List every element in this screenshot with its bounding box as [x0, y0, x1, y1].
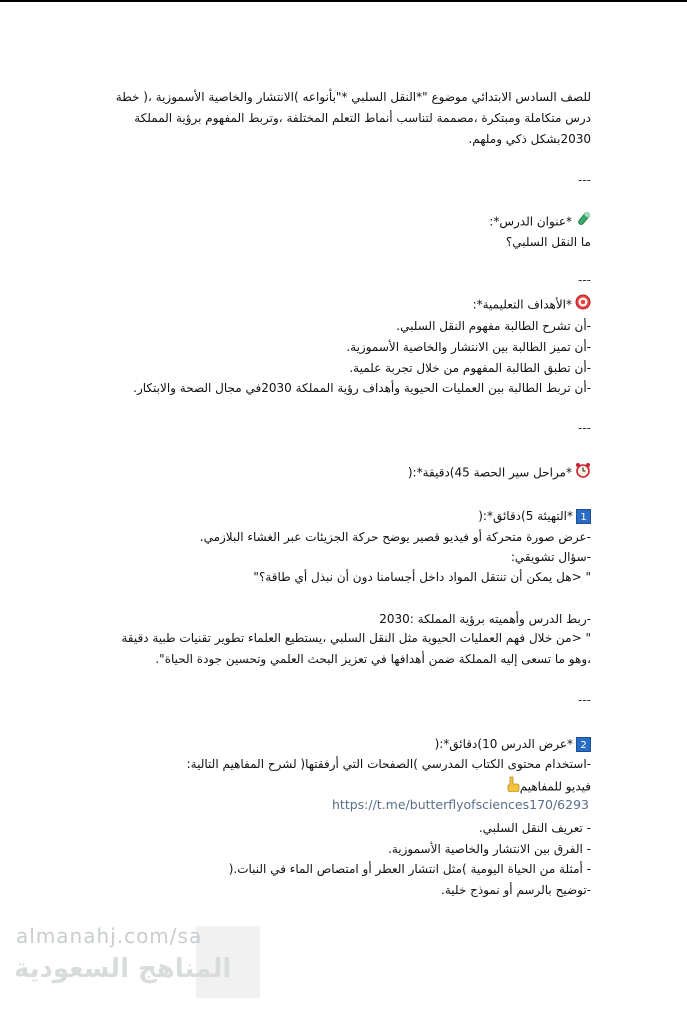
objective-item: -أن تميز الطالبة بين الانتشار والخاصية الأسموزية.: [346, 340, 591, 354]
presentation-item: -توضيح بالرسم أو نموذج خلية.: [441, 883, 591, 897]
warmup-line: -ربط الدرس وأهميته برؤية المملكة :2030: [379, 612, 591, 626]
warmup-line: " <من خلال فهم العمليات الحيوية مثل النقل السلبي ،يستطيع العلماء تطوير تقنيات طبية دقيقة ،وهو ما تسعى إليه المملكة ضمن أهدافها في تعزيز البحث العلمي وتحسين جودة الحياة".: [121, 631, 591, 666]
presentation-item: - الفرق بين الانتشار والخاصية الأسموزية.: [388, 842, 591, 856]
intro-paragraph: للصف السادس الابتدائي موضوع "*النقل السلبي *"بأنواعه )الانتشار والخاصية الأسموزية ،( خطة درس متكاملة ومبتكرة ،مصممة لتناسب أنماط التعلم المختلفة ،وتربط المفهوم برؤية المملكة 2030بشكل ذكي وملهم.: [115, 90, 591, 146]
lesson-title-text: ما النقل السلبي؟: [505, 235, 591, 249]
watermark-arabic: المناهج السعودية: [14, 954, 232, 984]
test-tube-icon: [575, 211, 591, 233]
separator: ---: [578, 273, 591, 287]
video-link[interactable]: https://t.me/butterflyofsciences170/6293: [332, 797, 589, 812]
objectives-label: *الأهداف التعليمية*:: [472, 297, 572, 312]
objective-item: -أن تربط الطالبة بين العمليات الحيوية وأهداف رؤية المملكة 2030في مجال الصحة والابتكار.: [133, 381, 591, 395]
target-icon: [575, 294, 591, 316]
objective-item: -أن تطبق الطالبة المفهوم من خلال تجربة علمية.: [349, 361, 591, 375]
stages-heading: [408, 462, 591, 484]
separator: ---: [578, 693, 591, 707]
presentation-line: -استخدام محتوى الكتاب المدرسي )الصفحات التي أرفقتها( لشرح المفاهيم التالية:: [186, 757, 591, 771]
objective-item: -أن تشرح الطالبة مفهوم النقل السلبي.: [396, 319, 591, 333]
objectives-heading: [473, 294, 591, 316]
warmup-label: *التهيئة 5)دقائق*:(: [478, 509, 573, 523]
alarm-clock-icon: [575, 462, 591, 484]
warmup-line: -عرض صورة متحركة أو فيديو قصير يوضح حركة الجزيئات عبر الغشاء البلازمي.: [199, 530, 591, 544]
stages-label: *مراحل سير الحصة 45)دقيقة*:(: [407, 465, 572, 480]
lesson-title-heading: [489, 211, 591, 233]
separator: ---: [578, 173, 591, 187]
pointing-hand-icon: [506, 776, 520, 798]
warmup-heading: [478, 506, 591, 526]
presentation-heading: [435, 734, 591, 754]
video-label: فيديو للمفاهيم: [519, 779, 591, 794]
number-one-icon: 1: [576, 509, 591, 524]
separator: ---: [578, 421, 591, 435]
watermark-site: almanahj.com/sa: [16, 924, 203, 948]
presentation-label: *عرض الدرس 10)دقائق*:(: [434, 737, 573, 751]
presentation-item: - تعريف النقل السلبي.: [478, 821, 591, 835]
warmup-line: " <هل يمكن أن تنتقل المواد داخل أجسامنا دون أن نبذل أي طاقة؟": [253, 570, 591, 584]
number-two-icon: 2: [576, 737, 591, 752]
lesson-title-label: *عنوان الدرس*:: [489, 214, 572, 229]
video-label-row: [503, 776, 591, 798]
presentation-item: - أمثلة من الحياة اليومية )مثل انتشار العطر أو امتصاص الماء في النبات.(: [228, 862, 591, 876]
warmup-line: -سؤال تشويقي:: [510, 550, 591, 564]
